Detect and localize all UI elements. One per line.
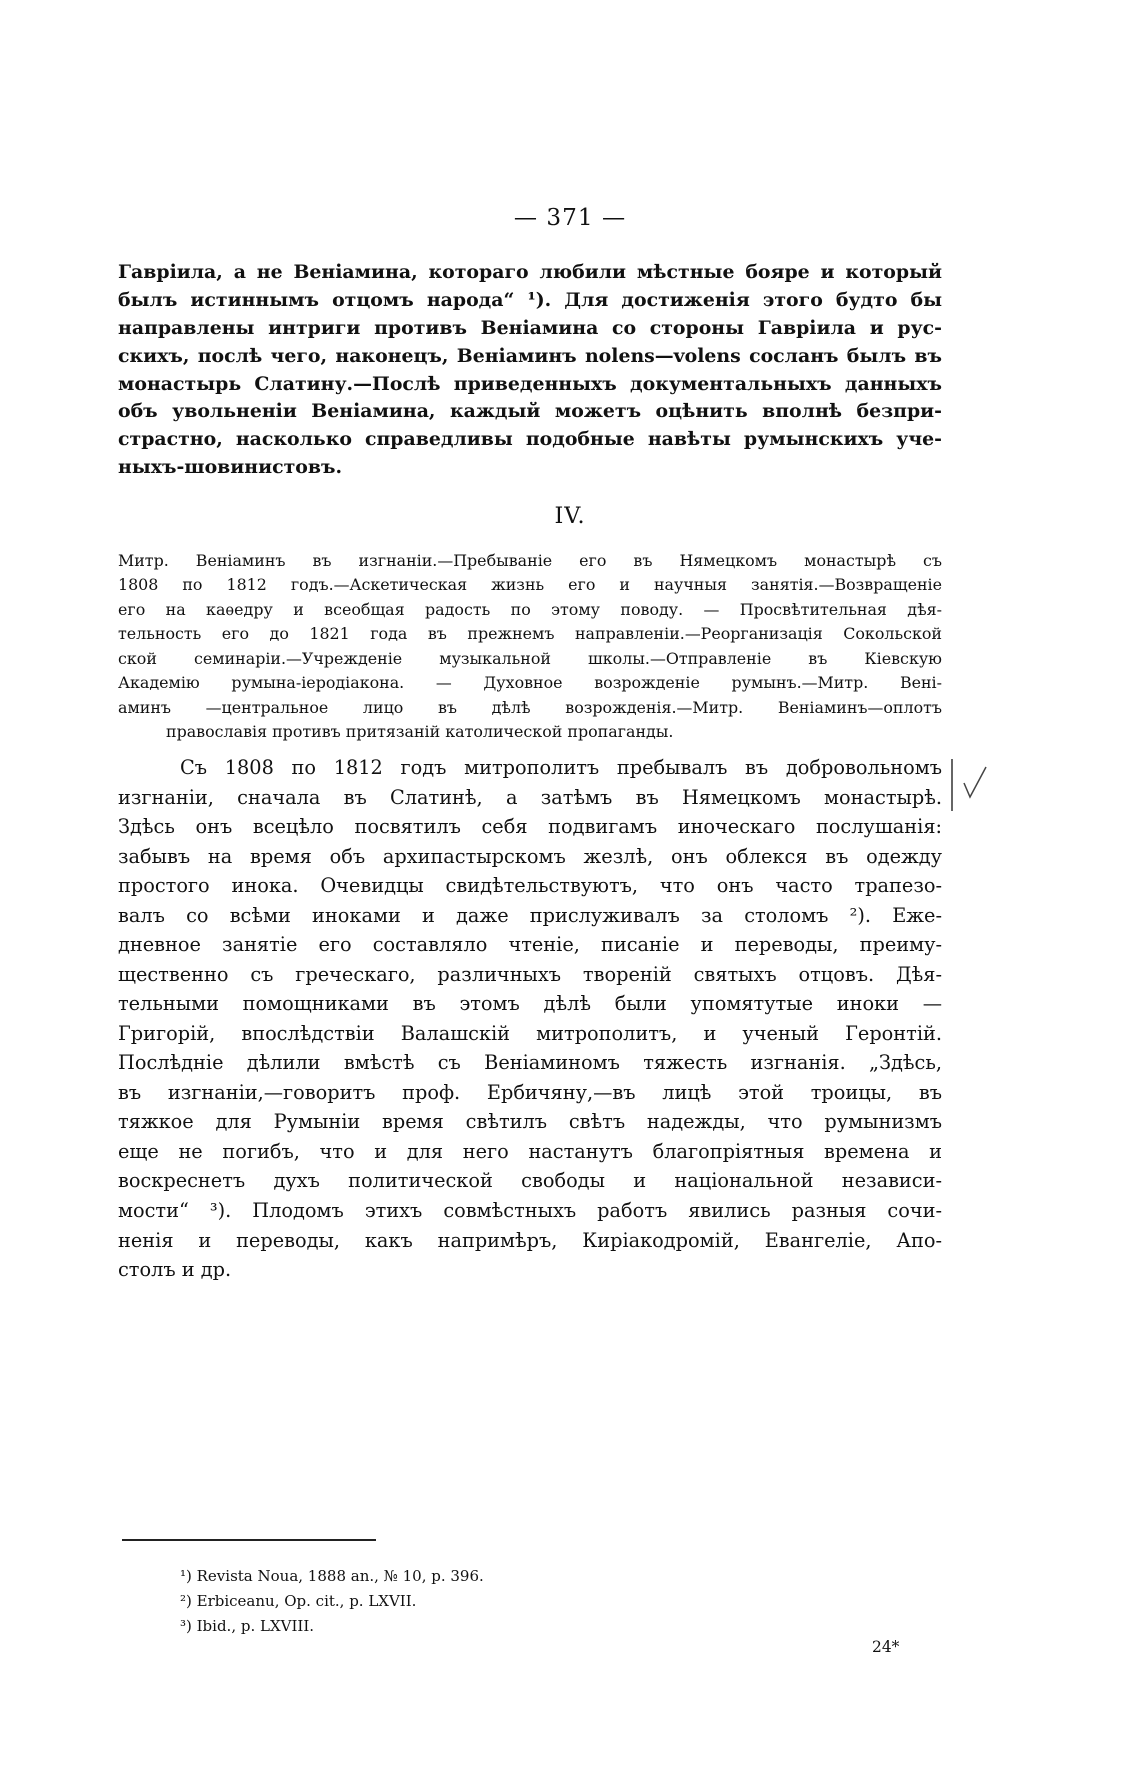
- main-line: тяжкое для Румыніи время свѣтилъ свѣтъ надежды, что румынизмъ: [118, 1110, 942, 1134]
- summary-line: 1808 по 1812 годъ.—Аскетическая жизнь его и научныя занятія.—Возвращеніе: [118, 575, 942, 595]
- main-line: воскреснетъ духъ политической свободы и національной независи-: [118, 1169, 942, 1193]
- main-line: дневное занятіе его составляло чтеніе, писаніе и переводы, преиму-: [118, 933, 942, 957]
- chapter-summary: [118, 549, 942, 745]
- footnote-divider: [122, 1539, 376, 1541]
- summary-line: православія противъ притязаній католической пропаганды.: [166, 722, 674, 742]
- main-line: еще не погибъ, что и для него настанутъ благопріятныя времена и: [118, 1139, 942, 1163]
- main-line: щественно съ греческаго, различныхъ твореній святыхъ отцовъ. Дѣя-: [118, 962, 942, 986]
- summary-line: Академію румына-іеродіакона. — Духовное возрожденіе румынъ.—Митр. Вені-: [118, 673, 942, 693]
- intro-line: направлены интриги противъ Веніамина со стороны Гавріила и рус-: [118, 316, 942, 339]
- summary-line: его на каѳедру и всеобщая радость по этому поводу. — Просвѣтительная дѣя-: [118, 599, 942, 619]
- main-line: изгнаніи, сначала въ Слатинѣ, а затѣмъ въ Нямецкомъ монастырѣ.: [118, 785, 942, 809]
- main-line: Григорій, впослѣдствіи Валашскій митрополитъ, и ученый Геронтій.: [118, 1021, 942, 1045]
- page-number: — 371 —: [513, 204, 627, 231]
- footnote: ²) Erbiceanu, Op. cit., p. LXVII.: [180, 1591, 417, 1610]
- main-line: простого инока. Очевидцы свидѣтельствуютъ, что онъ часто трапезо-: [118, 874, 942, 898]
- intro-paragraph: [118, 259, 942, 482]
- intro-line: былъ истиннымъ отцомъ народа“ ¹). Для достиженія этого будто бы: [118, 288, 942, 311]
- chapter-heading: IV.: [554, 503, 586, 529]
- main-line: Съ 1808 по 1812 годъ митрополитъ пребывалъ въ добровольномъ: [180, 756, 942, 779]
- signature-mark: 24*: [872, 1638, 900, 1656]
- summary-line: аминъ —центральное лицо въ дѣлѣ возрожденія.—Митр. Веніаминъ—оплотъ: [118, 697, 942, 717]
- intro-line: Гавріила, а не Веніамина, котораго любили мѣстные бояре и который: [118, 261, 942, 283]
- footnote: ³) Ibid., p. LXVIII.: [180, 1616, 315, 1635]
- intro-line: скихъ, послѣ чего, наконецъ, Веніаминъ nolens—volens сосланъ былъ въ: [118, 344, 942, 367]
- pencil-margin-mark: [946, 753, 998, 815]
- intro-line: страстно, насколько справедливы подобные навѣты румынскихъ уче-: [118, 428, 942, 451]
- main-line: забывъ на время объ архипастырскомъ жезлѣ, онъ облекся въ одежду: [118, 844, 942, 868]
- main-line: Послѣдніе дѣлили вмѣстѣ съ Веніаминомъ тяжесть изгнанія. „Здѣсь,: [118, 1051, 942, 1075]
- main-line: валъ со всѣми иноками и даже прислуживалъ за столомъ ²). Еже-: [118, 903, 942, 927]
- main-line: столъ и др.: [118, 1258, 232, 1282]
- summary-line: ской семинаріи.—Учрежденіе музыкальной школы.—Отправленіе въ Кіевскую: [118, 648, 942, 668]
- footnote: ¹) Revista Noua, 1888 an., № 10, p. 396.: [180, 1567, 484, 1585]
- footnotes: [180, 1564, 484, 1639]
- main-line: Здѣсь онъ всецѣло посвятилъ себя подвигамъ иноческаго послушанія:: [118, 815, 942, 839]
- main-line: въ изгнаніи,—говоритъ проф. Ербичяну,—въ лицѣ этой троицы, въ: [118, 1080, 942, 1104]
- summary-line: Митр. Веніаминъ въ изгнаніи.—Пребываніе его въ Нямецкомъ монастырѣ съ: [118, 551, 942, 570]
- main-line: тельными помощниками въ этомъ дѣлѣ были упомятутые иноки —: [118, 992, 942, 1016]
- intro-line: монастырь Слатину.—Послѣ приведенныхъ документальныхъ данныхъ: [118, 372, 942, 395]
- intro-line: объ увольненіи Веніамина, каждый можетъ оцѣнить вполнѣ безпри-: [118, 400, 942, 423]
- intro-line: ныхъ-шовинистовъ.: [118, 456, 343, 479]
- main-paragraph: [118, 753, 942, 1285]
- main-line: ненія и переводы, какъ напримѣръ, Киріакодромій, Евангеліе, Апо-: [118, 1228, 942, 1252]
- summary-line: тельность его до 1821 года въ прежнемъ направленіи.—Реорганизація Сокольской: [118, 624, 942, 644]
- main-line: мости“ ³). Плодомъ этихъ совмѣстныхъ работъ явились разныя сочи-: [118, 1198, 942, 1222]
